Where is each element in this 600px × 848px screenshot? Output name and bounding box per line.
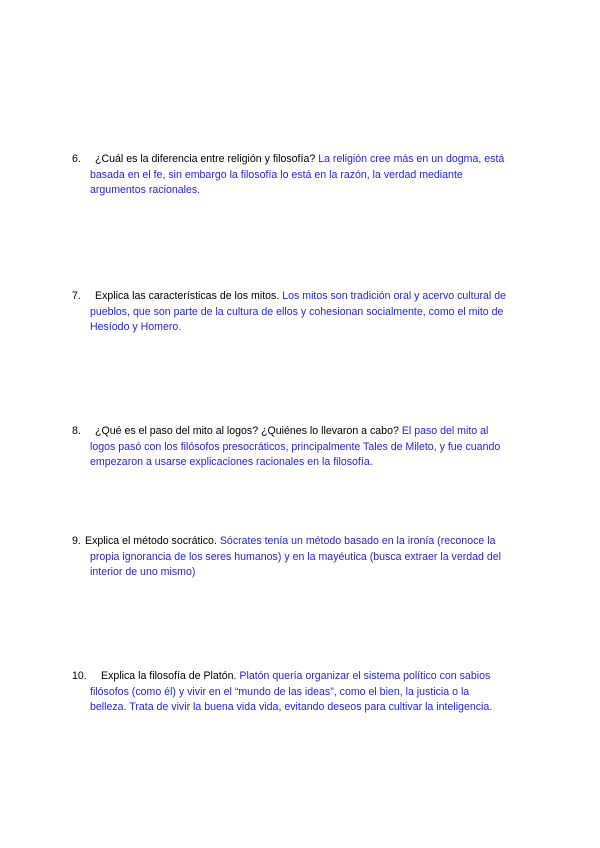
question-number: 6. xyxy=(72,153,81,165)
question-9-first-line xyxy=(72,534,532,550)
question-6 xyxy=(72,152,532,199)
question-text: Explica la filosofía de Platón. xyxy=(101,670,237,682)
answer-line: basada en el fe, sin embargo la filosofía lo está en la razón, la verdad mediante xyxy=(90,168,463,181)
question-text: ¿Qué es el paso del mito al logos? ¿Quiénes lo llevaron a cabo? xyxy=(95,425,399,437)
answer-text: El paso del mito al xyxy=(401,425,489,437)
answer-line: logos pasó con los filósofos presocráticos, principalmente Tales de Mileto, y fue cuando xyxy=(90,440,501,453)
answer-text: Platón quería organizar el sistema político con sabios xyxy=(239,670,491,682)
answer-text: La religión cree más en un dogma, está xyxy=(318,153,505,165)
question-number: 7. xyxy=(72,290,81,302)
question-7 xyxy=(72,289,532,336)
question-number: 10. xyxy=(72,670,87,682)
question-text: Explica el método socrático. xyxy=(85,535,217,547)
question-7-first-line xyxy=(72,289,532,305)
question-number: 8. xyxy=(72,425,81,437)
answer-line: pueblos, que son parte de la cultura de ellos y cohesionan socialmente, como el mito de xyxy=(90,305,504,318)
question-9 xyxy=(72,534,532,581)
question-8-first-line xyxy=(72,424,532,440)
answer-line: belleza. Trata de vivir la buena vida vida, evitando deseos para cultivar la inteligencia. xyxy=(90,701,493,713)
question-10-first-line xyxy=(72,669,532,685)
question-text: Explica las características de los mitos. xyxy=(95,290,280,302)
question-6-first-line xyxy=(72,152,532,168)
answer-line: argumentos racionales. xyxy=(90,184,201,196)
answer-line: empezaron a usarse explicaciones racionales en la filosofía. xyxy=(90,456,373,468)
question-10 xyxy=(72,669,532,716)
answer-line: propia ignorancia de los seres humanos) y en la mayéutica (busca extraer la verdad del xyxy=(90,550,502,563)
answer-text: Sócrates tenía un método basado en la ironía (reconoce la xyxy=(219,535,496,547)
question-text: ¿Cuál es la diferencia entre religión y filosofía? xyxy=(95,153,316,165)
question-8 xyxy=(72,424,532,471)
question-number: 9. xyxy=(72,535,81,547)
answer-line: Hesíodo y Homero. xyxy=(90,321,182,333)
answer-line: filósofos (como él) y vivir en el “mundo de las ideas”, como el bien, la justicia o la xyxy=(90,685,470,698)
answer-line: interior de uno mismo) xyxy=(90,566,196,578)
answer-text: Los mitos son tradición oral y acervo cultural de xyxy=(282,290,506,302)
